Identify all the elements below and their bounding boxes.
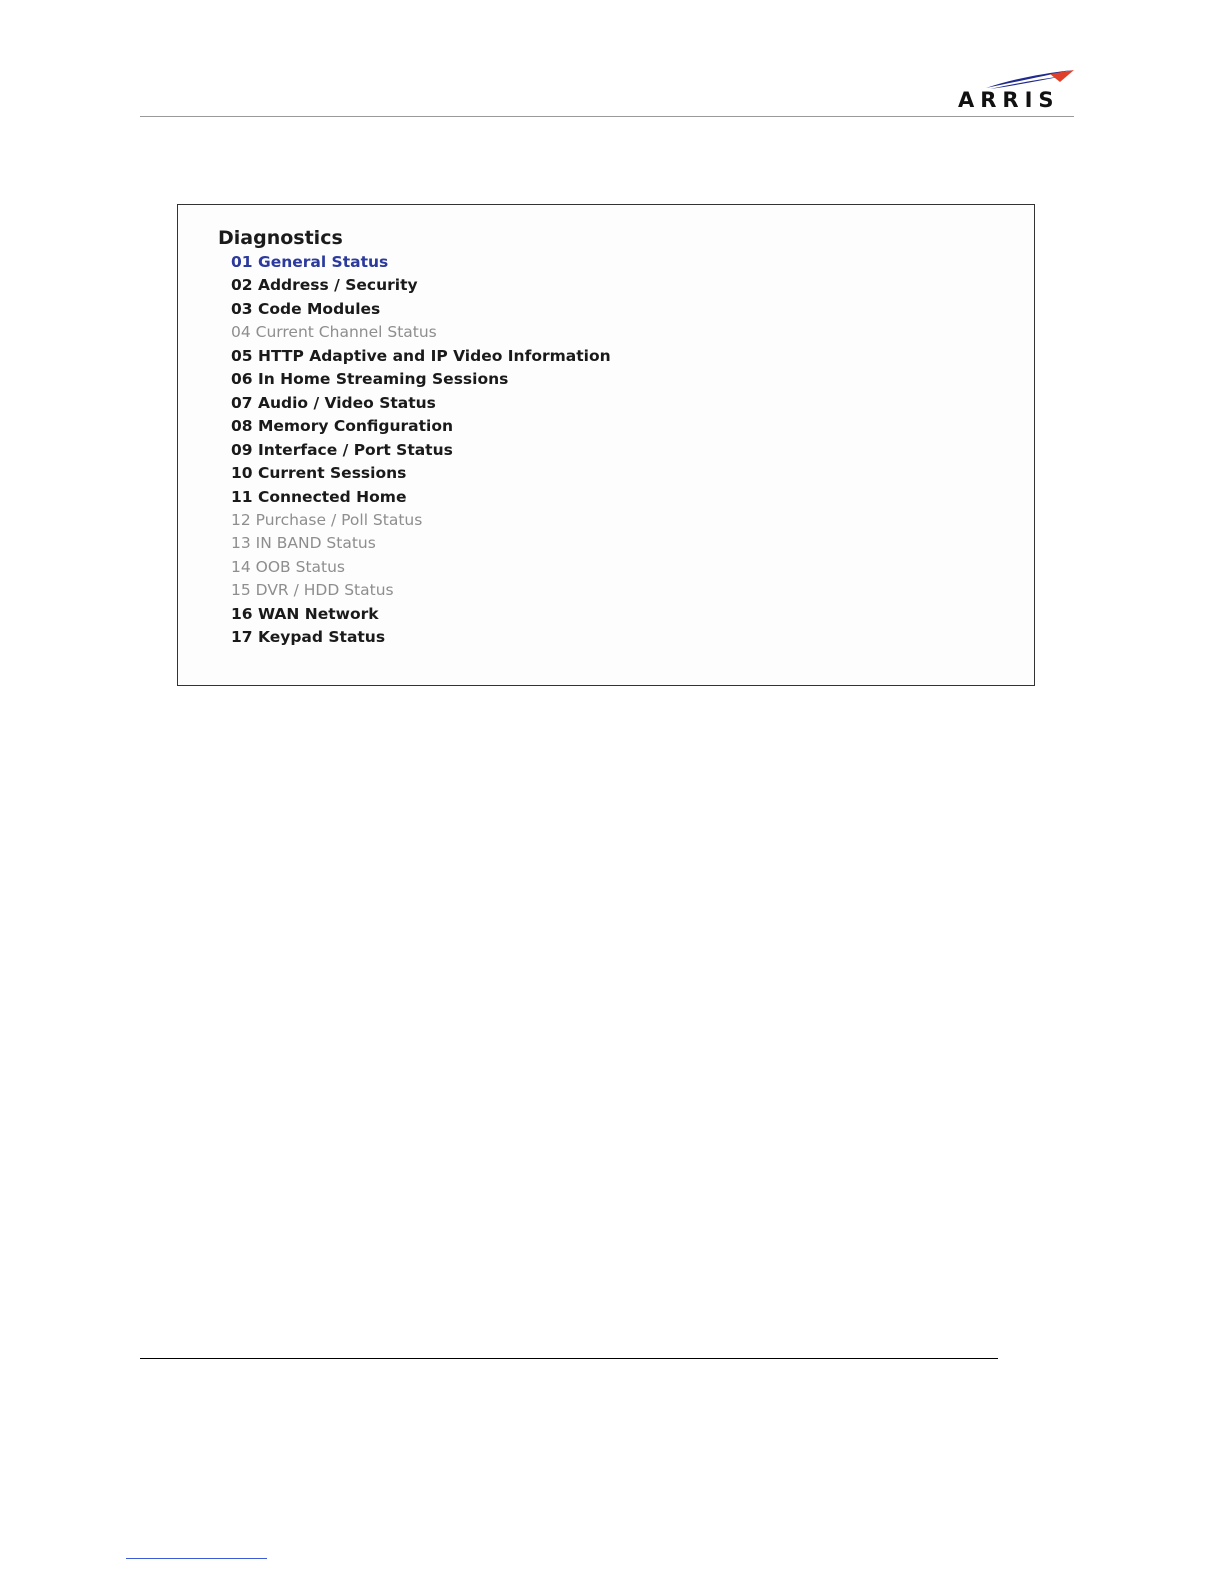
menu-item-connected-home[interactable]: 11 Connected Home xyxy=(231,487,407,506)
menu-item-in-band-status: 13 IN BAND Status xyxy=(231,534,376,553)
menu-item-http-adaptive-ip-video[interactable]: 05 HTTP Adaptive and IP Video Information xyxy=(231,346,611,365)
menu-item-code-modules[interactable]: 03 Code Modules xyxy=(231,299,381,318)
menu-item-oob-status: 14 OOB Status xyxy=(231,557,346,576)
menu-item-address-security[interactable]: 02 Address / Security xyxy=(231,276,418,295)
menu-item-audio-video-status[interactable]: 07 Audio / Video Status xyxy=(231,393,436,412)
footer-link-underline[interactable] xyxy=(126,1558,267,1559)
menu-item-current-sessions[interactable]: 10 Current Sessions xyxy=(231,464,407,483)
diagnostics-menu xyxy=(231,251,611,650)
menu-item-general-status[interactable]: 01 General Status xyxy=(231,253,389,271)
menu-item-current-channel-status: 04 Current Channel Status xyxy=(231,323,437,342)
footer-divider xyxy=(140,1358,998,1359)
arris-swoosh-icon xyxy=(984,68,1074,90)
diagnostics-screen xyxy=(177,204,1035,686)
diagnostics-title: Diagnostics xyxy=(218,227,343,249)
menu-item-in-home-streaming[interactable]: 06 In Home Streaming Sessions xyxy=(231,370,509,389)
arris-logo-text: ARRIS xyxy=(958,88,1060,112)
menu-item-dvr-hdd-status: 15 DVR / HDD Status xyxy=(231,581,394,600)
menu-item-memory-configuration[interactable]: 08 Memory Configuration xyxy=(231,417,454,436)
menu-item-interface-port-status[interactable]: 09 Interface / Port Status xyxy=(231,440,453,459)
menu-item-wan-network[interactable]: 16 WAN Network xyxy=(231,604,379,623)
menu-item-purchase-poll-status: 12 Purchase / Poll Status xyxy=(231,510,423,529)
arris-logo xyxy=(956,68,1074,114)
menu-item-keypad-status[interactable]: 17 Keypad Status xyxy=(231,628,386,647)
header-divider xyxy=(140,116,1074,117)
